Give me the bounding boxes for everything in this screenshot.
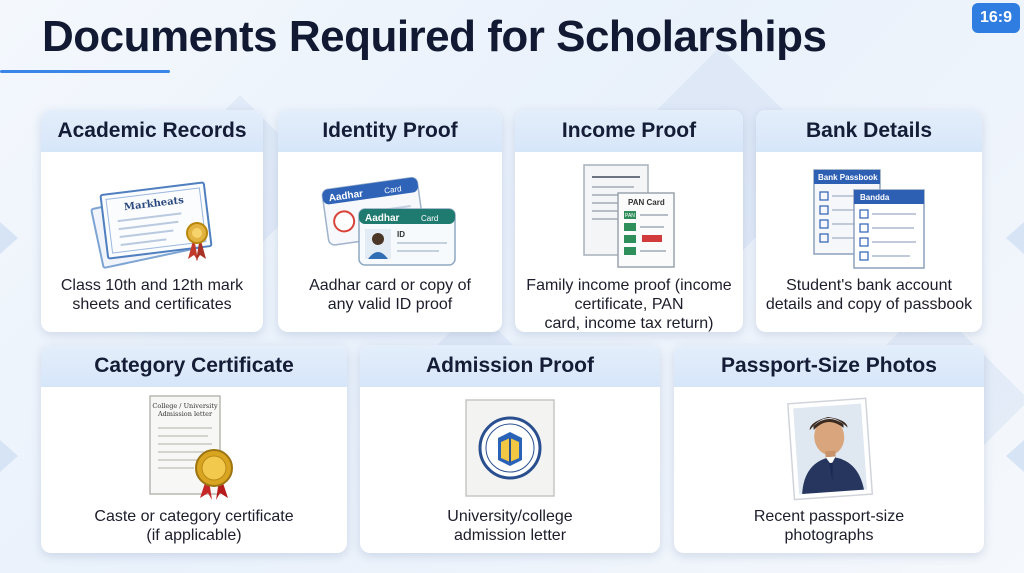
card-heading: Passport-Size Photos xyxy=(674,345,984,387)
svg-text:Bandda: Bandda xyxy=(860,193,890,202)
svg-text:ID: ID xyxy=(397,230,405,239)
passbook-icon xyxy=(756,160,982,276)
card-heading: Academic Records xyxy=(41,110,263,152)
card-bank-details xyxy=(756,110,982,332)
card-heading: Category Certificate xyxy=(41,345,347,387)
svg-text:Card: Card xyxy=(383,184,403,196)
right-arrow-icon xyxy=(1006,440,1024,472)
university-seal-icon xyxy=(360,393,660,503)
right-arrow-icon xyxy=(1006,222,1024,254)
left-arrow-icon xyxy=(0,440,18,472)
card-heading: Identity Proof xyxy=(278,110,502,152)
card-description: Caste or category certificate (if applicable) xyxy=(94,508,294,544)
svg-text:College / University: College / University xyxy=(152,402,218,410)
card-description: Student's bank account details and copy of passbook xyxy=(765,277,973,313)
card-passport-photos xyxy=(674,345,984,553)
card-heading: Admission Proof xyxy=(360,345,660,387)
page-title: Documents Required for Scholarships xyxy=(42,12,827,61)
svg-text:PAN Card: PAN Card xyxy=(628,198,665,207)
left-arrow-icon xyxy=(0,222,18,254)
card-income-proof xyxy=(515,110,743,332)
card-admission-proof xyxy=(360,345,660,553)
card-description: Recent passport-size photographs xyxy=(753,508,905,544)
card-category-certificate xyxy=(41,345,347,553)
aspect-ratio-badge: 16:9 xyxy=(972,3,1020,33)
svg-text:Aadhar: Aadhar xyxy=(328,188,364,205)
svg-text:Aadhar: Aadhar xyxy=(365,213,400,224)
card-description: Family income proof (income certificate, PAN card, income tax return) xyxy=(526,277,732,332)
card-heading: Income Proof xyxy=(515,110,743,152)
marksheet-certificate-icon xyxy=(41,166,263,276)
marksheet-label: Markheats xyxy=(123,195,185,214)
title-underline xyxy=(0,70,170,73)
income-document-icon xyxy=(515,158,743,276)
svg-text:PAN: PAN xyxy=(625,213,635,219)
card-description: University/college admission letter xyxy=(447,508,573,544)
svg-text:Card: Card xyxy=(421,214,439,223)
svg-text:Bank Passbook: Bank Passbook xyxy=(818,173,878,182)
card-identity-proof xyxy=(278,110,502,332)
category-certificate-icon xyxy=(41,393,347,503)
svg-text:Admission letter: Admission letter xyxy=(157,410,213,418)
card-description: Aadhar card or copy of any valid ID proof xyxy=(309,277,471,313)
passport-photo-icon xyxy=(674,393,984,503)
card-description: Class 10th and 12th mark sheets and certificates xyxy=(60,277,244,313)
id-card-icon xyxy=(278,166,502,276)
card-heading: Bank Details xyxy=(756,110,982,152)
card-academic-records xyxy=(41,110,263,332)
